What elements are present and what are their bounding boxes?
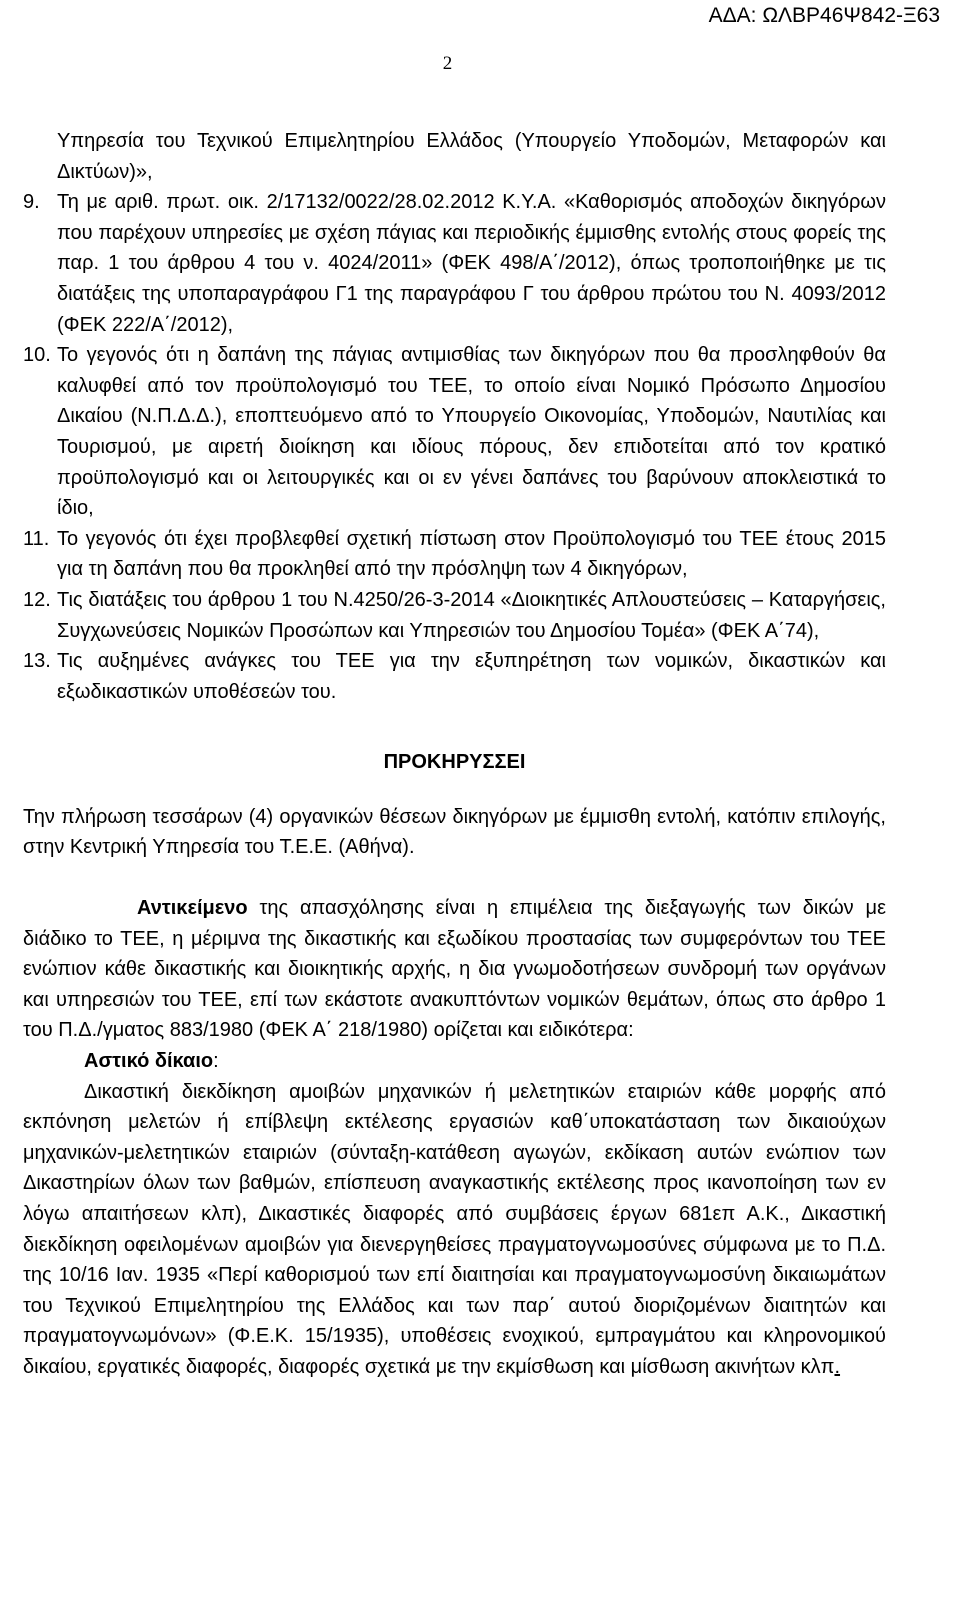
list-item [23, 646, 886, 707]
list-item [23, 585, 886, 646]
continuation-text: Υπηρεσία του Τεχνικού Επιμελητηρίου Ελλάδος (Υπουργείο Υποδομών, Μεταφορών και Δικτύων)», [57, 130, 886, 183]
list-item-number: 12. [23, 588, 51, 611]
civil-law-label: Αστικό δίκαιο [84, 1050, 214, 1073]
civil-law-text: Δικαστική διεκδίκηση αμοιβών μηχανικών ή μελετητικών εταιριών κάθε μορφής από εκπόνηση μελετών ή επίβλεψη εκτέλεσης εργασιών καθ΄υποκατάσταση των δικαιούχων μηχανικών-μελετητικών εταιριών (σύνταξη-κατάθεση αγωγών, εκδίκαση αυτών ενώπιον των Δικαστηρίων όλων των βαθμών, επίσπευση αναγκαστικής εκτέλεσης προς ικανοποίηση των εν λόγω απαιτήσεων κλπ), Δικαστικές διαφορές από συμβάσεις έργων 681επ Α.Κ., Δικαστική διεκδίκηση οφειλομένων αμοιβών για διενεργηθείσες πραγματογνωμοσύνες σύμφωνα με το Π.Δ. της 10/16 Ιαν. 1935 «Περί καθορισμού των επί διαιτησίαι και πραγματογνωμοσύνη δικαιωμάτων του Τεχνικού Επιμελητηρίου της Ελλάδος και των παρ΄ αυτού διοριζομένων διαιτητών και πραγματογνωμόνων» (Φ.Ε.Κ. 15/1935), υποθέσεις ενοχικού, εμπραγμάτου και κληρονομικού δικαίου, εργατικές διαφορές, διαφορές σχετικά με την εκμίσθωση και μίσθωση ακινήτων κλπ [23, 1080, 886, 1378]
list-item-number: 9. [23, 191, 40, 214]
section-title: ΠΡΟΚΗΡΥΣΣΕΙ [383, 751, 526, 774]
list-item [23, 340, 886, 524]
ada-code: ΑΔΑ: ΩΛΒΡ46Ψ842-Ξ63 [708, 4, 940, 27]
list-item [23, 187, 886, 340]
list-item [23, 524, 886, 585]
list-item-number: 10. [23, 344, 51, 367]
list-item-text: Τη με αριθ. πρωτ. οικ. 2/17132/0022/28.02.2012 Κ.Υ.Α. «Καθορισμός αποδοχών δικηγόρων που παρέχουν υπηρεσίες με σχέση πάγιας και περιοδικής έμμισθης εντολής στους φορείς της παρ. 1 του άρθρου 4 του ν. 4024/2011» (ΦΕΚ 498/Α΄/2012), όπως τροποποιήθηκε με τις διατάξεις της υποπαραγράφου Γ1 της παραγράφου Γ του άρθρου πρώτου του Ν. 4093/2012 (ΦΕΚ 222/Α΄/2012), [57, 191, 886, 336]
list-item-text: Τις διατάξεις του άρθρου 1 του Ν.4250/26-3-2014 «Διοικητικές Απλουστεύσεις – Καταργήσεις, Συγχωνεύσεις Νομικών Προσώπων και Υπηρεσιών του Δημοσίου Τομέα» (ΦΕΚ Α΄74), [57, 588, 886, 642]
spacer [23, 863, 886, 893]
list-item-text: Το γεγονός ότι έχει προβλεφθεί σχετική πίστωση στον Προϋπολογισμό του ΤΕΕ έτους 2015 για τη δαπάνη που θα προκληθεί από την πρόσληψη των 4 δικηγόρων, [57, 527, 886, 581]
list-item-text: Τις αυξημένες ανάγκες του ΤΕΕ για την εξυπηρέτηση των νομικών, δικαστικών και εξωδικαστικών υποθέσεών του. [57, 650, 886, 703]
page-number: 2 [442, 53, 453, 74]
list-item-number: 13. [23, 650, 51, 673]
civil-law-heading [23, 1046, 886, 1077]
object-paragraph [23, 893, 886, 1046]
document-body [23, 126, 886, 1383]
civil-law-colon: : [213, 1050, 219, 1073]
list-item-number: 11. [23, 527, 50, 550]
intro-paragraph: Την πλήρωση τεσσάρων (4) οργανικών θέσεων δικηγόρων με έμμισθη εντολή, κατόπιν επιλογής, στην Κεντρική Υπηρεσία του Τ.Ε.Ε. (Αθήνα). [23, 805, 886, 859]
object-label: Αντικείμενο [137, 897, 248, 920]
civil-law-paragraph [23, 1077, 886, 1383]
object-text: της απασχόλησης είναι η επιμέλεια της διεξαγωγής των δικών με διάδικο το ΤΕΕ, η μέριμνα της δικαστικής και εξωδίκου προστασίας των συμφερόντων του ΤΕΕ ενώπιον κάθε δικαστικής και διοικητικής αρχής, η δια γνωμοδοτήσεων συνδρομή των οργάνων και υπηρεσιών του ΤΕΕ, επί των εκάστοτε ανακυπτόντων νομικών θεμάτων, όπως στο άρθρο 1 του Π.Δ./γματος 883/1980 (ΦΕΚ Α΄ 218/1980) ορίζεται και ειδικότερα: [23, 897, 886, 1042]
list-item-text: Το γεγονός ότι η δαπάνη της πάγιας αντιμισθίας των δικηγόρων που θα προσληφθούν θα καλυφθεί από τον προϋπολογισμό του ΤΕΕ, το οποίο είναι Νομικό Πρόσωπο Δημοσίου Δικαίου (Ν.Π.Δ.Δ.), εποπτευόμενο από το Υπουργείο Οικονομίας, Υποδομών, Ναυτιλίας και Τουρισμού, με αιρετή διοίκηση και ιδίους πόρους, δεν επιδοτείται από τον κρατικό προϋπολογισμό και οι λειτουργικές και οι εν γένει δαπάνες του βαρύνουν αποκλειστικά το ίδιο, [57, 344, 886, 520]
civil-law-end: . [834, 1355, 841, 1378]
